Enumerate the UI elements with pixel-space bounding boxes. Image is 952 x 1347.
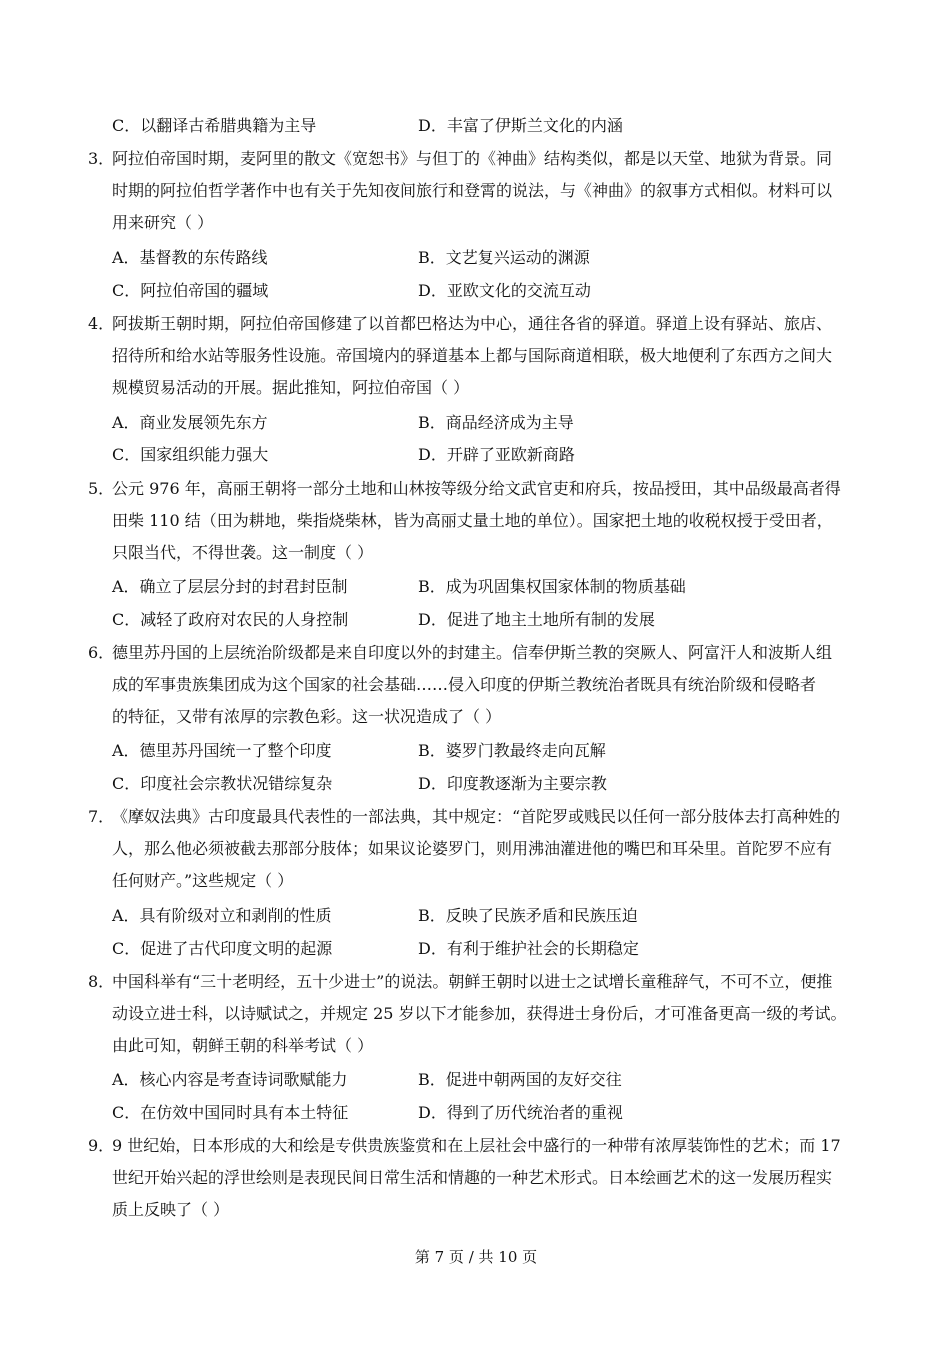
question-text: 的特征，又带有浓厚的宗教色彩。这一状况造成了（ ）	[112, 707, 502, 726]
q2-option-c: C．以翻译古希腊典籍为主导	[112, 116, 317, 135]
question-number: 7．	[88, 807, 115, 826]
question-number: 9．	[88, 1136, 115, 1155]
option-d: D．有利于维护社会的长期稳定	[418, 939, 639, 958]
question-number: 4．	[88, 314, 115, 333]
option-b: B．商品经济成为主导	[418, 413, 574, 432]
question-number: 5．	[88, 479, 115, 498]
question-5	[88, 476, 868, 572]
question-text: 招待所和给水站等服务性设施。帝国境内的驿道基本上都与国际商道相联，极大地便利了东西方之间大	[112, 346, 833, 365]
option-c: C．减轻了政府对农民的人身控制	[112, 610, 349, 629]
question-number: 6．	[88, 643, 115, 662]
question-text: 德里苏丹国的上层统治阶级都是来自印度以外的封建主。信奉伊斯兰教的突厥人、阿富汗人和波斯人组	[112, 643, 833, 662]
question-text: 只限当代，不得世袭。这一制度（ ）	[112, 543, 374, 562]
question-text: 用来研究（ ）	[112, 213, 214, 232]
question-4	[88, 311, 868, 407]
question-5-options-cd	[112, 607, 872, 633]
question-text: 人，那么他必须被截去那部分肢体；如果议论婆罗门，则用沸油灌进他的嘴巴和耳朵里。首陀罗不应有	[112, 839, 833, 858]
option-b: B．促进中朝两国的友好交往	[418, 1070, 622, 1089]
question-8-options-cd	[112, 1100, 872, 1126]
question-3-options-cd	[112, 278, 872, 304]
question-4-options-ab	[112, 410, 872, 436]
option-a: A．具有阶级对立和剥削的性质	[112, 906, 332, 925]
option-c: C．在仿效中国同时具有本土特征	[112, 1103, 349, 1122]
question-8	[88, 969, 868, 1065]
question-text: 任何财产。”这些规定（ ）	[112, 871, 294, 890]
option-c: C．国家组织能力强大	[112, 445, 269, 464]
question-text: 时期的阿拉伯哲学著作中也有关于先知夜间旅行和登霄的说法，与《神曲》的叙事方式相似。材料可以	[112, 181, 833, 200]
option-b: B．反映了民族矛盾和民族压迫	[418, 906, 638, 925]
page-footer: 第 7 页 / 共 10 页	[414, 1248, 538, 1266]
option-b: B．成为巩固集权国家体制的物质基础	[418, 577, 686, 596]
question-5-options-ab	[112, 574, 872, 600]
question-8-options-ab	[112, 1067, 872, 1093]
question-text: 9 世纪始，日本形成的大和绘是专供贵族鉴赏和在上层社会中盛行的一种带有浓厚装饰性的艺术；而 17	[112, 1136, 841, 1155]
option-c: C．阿拉伯帝国的疆域	[112, 281, 269, 300]
option-d: D．印度教逐渐为主要宗教	[418, 774, 607, 793]
question-7-options-ab	[112, 903, 872, 929]
question-text: 由此可知，朝鲜王朝的科举考试（ ）	[112, 1036, 374, 1055]
question-7-options-cd	[112, 936, 872, 962]
q2-options-row	[112, 113, 872, 139]
question-text: 质上反映了（ ）	[112, 1200, 230, 1219]
question-text: 公元 976 年，高丽王朝将一部分土地和山林按等级分给文武官吏和府兵，按品授田，其中品级最高者得	[112, 479, 841, 498]
option-c: C．促进了古代印度文明的起源	[112, 939, 333, 958]
question-7	[88, 804, 868, 900]
option-a: A．商业发展领先东方	[112, 413, 268, 432]
option-a: A．德里苏丹国统一了整个印度	[112, 741, 332, 760]
option-c: C．印度社会宗教状况错综复杂	[112, 774, 333, 793]
question-text: 田柴 110 结（田为耕地，柴指烧柴林，皆为高丽丈量土地的单位）。国家把土地的收税权授于受田者，	[112, 511, 833, 530]
question-text: 世纪开始兴起的浮世绘则是表现民间日常生活和情趣的一种艺术形式。日本绘画艺术的这一发展历程实	[112, 1168, 833, 1187]
question-6-options-ab	[112, 738, 872, 764]
option-d: D．得到了历代统治者的重视	[418, 1103, 623, 1122]
question-6-options-cd	[112, 771, 872, 797]
option-b: B．婆罗门教最终走向瓦解	[418, 741, 606, 760]
question-text: 阿拔斯王朝时期，阿拉伯帝国修建了以首都巴格达为中心，通往各省的驿道。驿道上设有驿站、旅店、	[112, 314, 833, 333]
question-6	[88, 640, 868, 736]
option-d: D．开辟了亚欧新商路	[418, 445, 575, 464]
question-text: 中国科举有“三十老明经，五十少进士”的说法。朝鲜王朝时以进士之试增长童稚辞气，不可不立，便推	[112, 972, 833, 991]
question-4-options-cd	[112, 442, 872, 468]
option-b: B．文艺复兴运动的渊源	[418, 248, 590, 267]
question-text: 《摩奴法典》古印度最具代表性的一部法典，其中规定：“首陀罗或贱民以任何一部分肢体去打高种姓的	[112, 807, 841, 826]
q2-option-d: D．丰富了伊斯兰文化的内涵	[418, 116, 623, 135]
option-a: A．基督教的东传路线	[112, 248, 268, 267]
question-3	[88, 146, 868, 242]
question-number: 3．	[88, 149, 115, 168]
question-number: 8．	[88, 972, 115, 991]
option-a: A．确立了层层分封的封君封臣制	[112, 577, 348, 596]
question-text: 成的军事贵族集团成为这个国家的社会基础……侵入印度的伊斯兰教统治者既具有统治阶级和侵略者	[112, 675, 817, 694]
question-3-options-ab	[112, 245, 872, 271]
question-text: 阿拉伯帝国时期，麦阿里的散文《宽恕书》与但丁的《神曲》结构类似，都是以天堂、地狱为背景。同	[112, 149, 833, 168]
question-9	[88, 1133, 868, 1229]
option-d: D．亚欧文化的交流互动	[418, 281, 591, 300]
question-text: 动设立进士科，以诗赋试之，并规定 25 岁以下才能参加，获得进士身份后，才可准备更高一级的考试。	[112, 1004, 847, 1023]
question-text: 规模贸易活动的开展。据此推知，阿拉伯帝国（ ）	[112, 378, 470, 397]
option-a: A．核心内容是考查诗词歌赋能力	[112, 1070, 348, 1089]
option-d: D．促进了地主土地所有制的发展	[418, 610, 655, 629]
